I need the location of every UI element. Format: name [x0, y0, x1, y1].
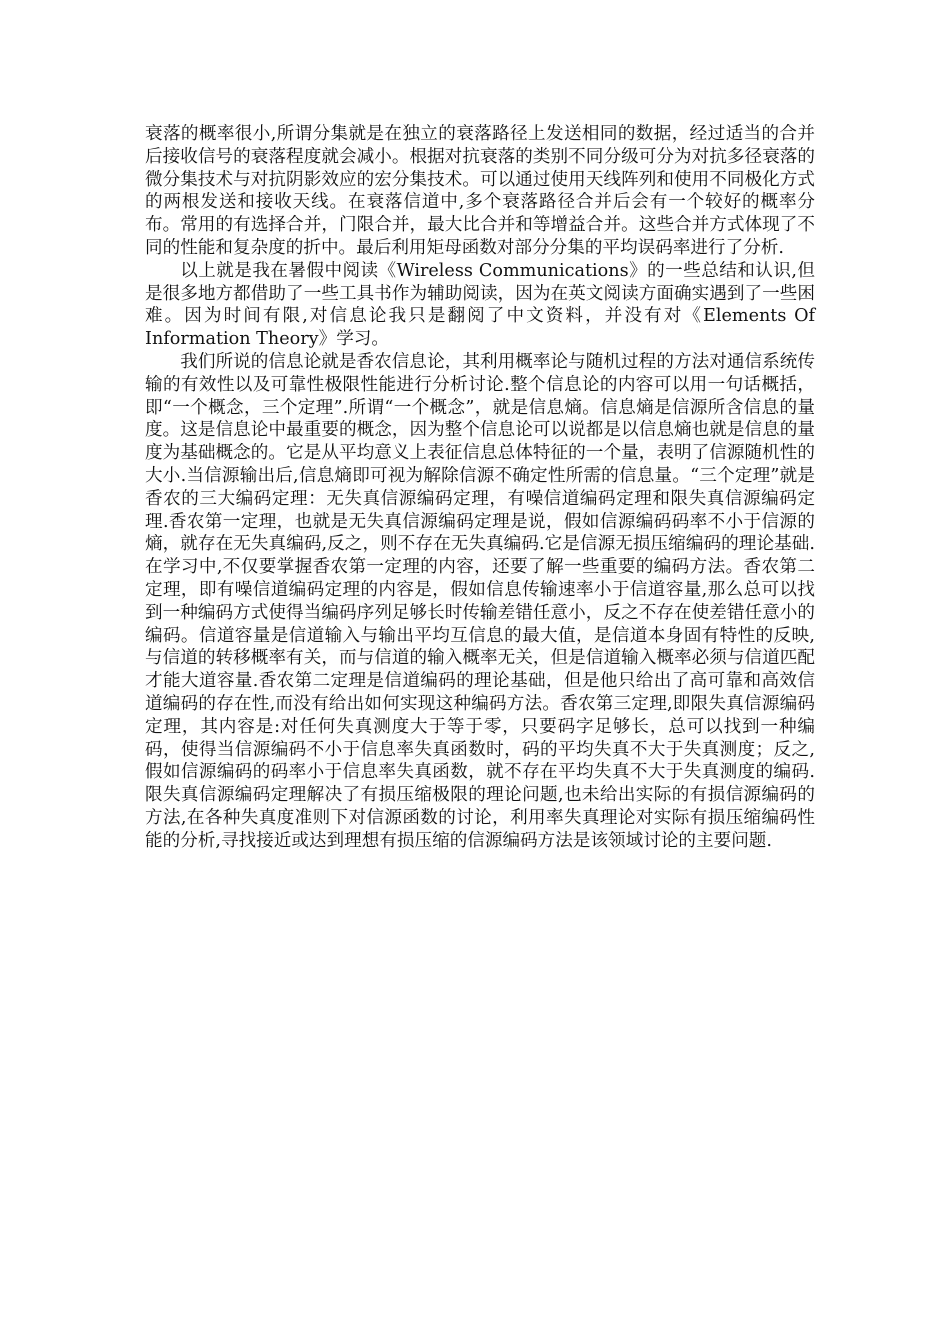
document-body: [145, 123, 815, 853]
paragraph-reading-summary: 以上就是我在暑假中阅读《Wireless Communications》的一些总结和认识,但是很多地方都借助了一些工具书作为辅助阅读，因为在英文阅读方面确实遇到了一些困难。因为时间有限,对信息论我只是翻阅了中文资料，并没有对《Elements Of Information Theory》学习。: [145, 260, 815, 350]
paragraph-information-theory: 我们所说的信息论就是香农信息论，其利用概率论与随机过程的方法对通信系统传输的有效性以及可靠性极限性能进行分析讨论.整个信息论的内容可以用一句话概括，即“一个概念，三个定理”.所谓“一个概念”，就是信息熵。信息熵是信源所含信息的量度。这是信息论中最重要的概念，因为整个信息论可以说都是以信息熵也就是信息的量度为基础概念的。它是从平均意义上表征信息总体特征的一个量，表明了信源随机性的大小.当信源输出后,信息熵即可视为解除信源不确定性所需的信息量。“三个定理”就是香农的三大编码定理：无失真信源编码定理，有噪信道编码定理和限失真信源编码定理.香农第一定理，也就是无失真信源编码定理是说，假如信源编码码率不小于信源的熵，就存在无失真编码,反之，则不存在无失真编码.它是信源无损压缩编码的理论基础.在学习中,不仅要掌握香农第一定理的内容，还要了解一些重要的编码方法。香农第二定理，即有噪信道编码定理的内容是，假如信息传输速率小于信道容量,那么总可以找到一种编码方式使得当编码序列足够长时传输差错任意小，反之不存在使差错任意小的编码。信道容量是信道输入与输出平均互信息的最大值，是信道本身固有特性的反映,与信道的转移概率有关，而与信道的输入概率无关，但是信道输入概率必须与信道匹配才能大道容量.香农第二定理是信道编码的理论基础，但是他只给出了高可靠和高效信道编码的存在性,而没有给出如何实现这种编码方法。香农第三定理,即限失真信源编码定理，其内容是:对任何失真测度大于等于零，只要码字足够长，总可以找到一种编码，使得当信源编码不小于信息率失真函数时，码的平均失真不大于失真测度；反之,假如信源编码的码率小于信息率失真函数，就不存在平均失真不大于失真测度的编码.限失真信源编码定理解决了有损压缩极限的理论问题,也未给出实际的有损信源编码的方法,在各种失真度准则下对信源函数的讨论，利用率失真理论对实际有损压缩编码性能的分析,寻找接近或达到理想有损压缩的信源编码方法是该领域讨论的主要问题.: [145, 351, 815, 851]
paragraph-diversity: 衰落的概率很小,所谓分集就是在独立的衰落路径上发送相同的数据，经过适当的合并后接收信号的衰落程度就会减小。根据对抗衰落的类别不同分级可分为对抗多径衰落的微分集技术与对抗阴影效应的宏分集技术。可以通过使用天线阵列和使用不同极化方式的两根发送和接收天线。在衰落信道中,多个衰落路径合并后会有一个较好的概率分布。常用的有选择合并，门限合并，最大比合并和等增益合并。这些合并方式体现了不同的性能和复杂度的折中。最后利用矩母函数对部分分集的平均误码率进行了分析.: [145, 124, 815, 258]
